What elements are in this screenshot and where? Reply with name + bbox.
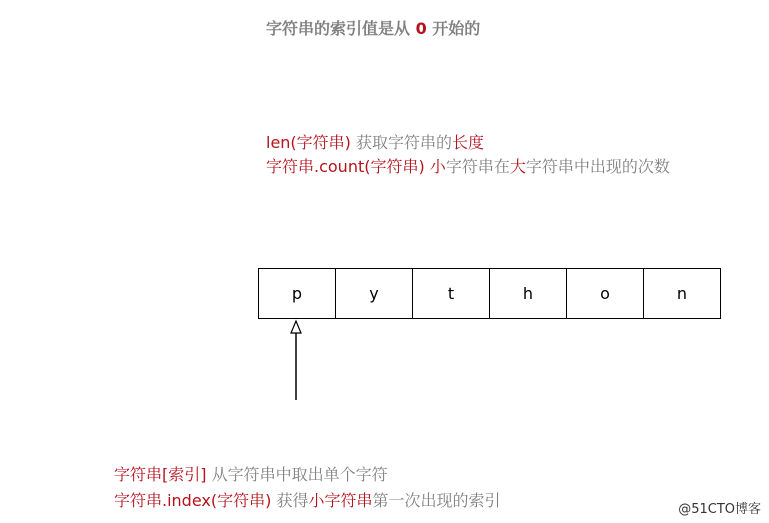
watermark: @51CTO博客: [678, 502, 761, 517]
index-access-note: [114, 464, 388, 486]
note-segment: 字符串在: [445, 157, 510, 176]
char-cell: t: [412, 268, 490, 319]
note-segment: len(字符串): [266, 133, 351, 152]
char-cell: o: [566, 268, 644, 319]
note-segment: 小: [429, 157, 446, 176]
note-segment: 字符串中出现的次数: [525, 157, 670, 176]
note-segment: 第一次出现的索引: [372, 491, 501, 510]
char-cell: y: [335, 268, 413, 319]
note-segment: 小字符串: [308, 491, 373, 510]
title-prefix: 字符串的索引值是从: [266, 19, 416, 38]
char-cell: n: [643, 268, 721, 319]
title-zero: 0: [415, 19, 427, 38]
note-segment: 获得: [271, 491, 309, 510]
note-segment: 字符串.count(字符串): [266, 157, 425, 176]
note-segment: 大: [509, 157, 526, 176]
title-suffix: 开始的: [426, 19, 481, 38]
note-segment: 长度: [452, 133, 485, 152]
char-cell: p: [258, 268, 336, 319]
note-segment: 获取字符串的: [350, 133, 453, 152]
index-method-note: [114, 490, 500, 512]
note-segment: 从字符串中取出单个字符: [206, 465, 388, 484]
note-segment: 字符串[索引]: [114, 465, 207, 484]
note-segment: 字符串.index(字符串): [114, 491, 272, 510]
char-cell: h: [489, 268, 567, 319]
